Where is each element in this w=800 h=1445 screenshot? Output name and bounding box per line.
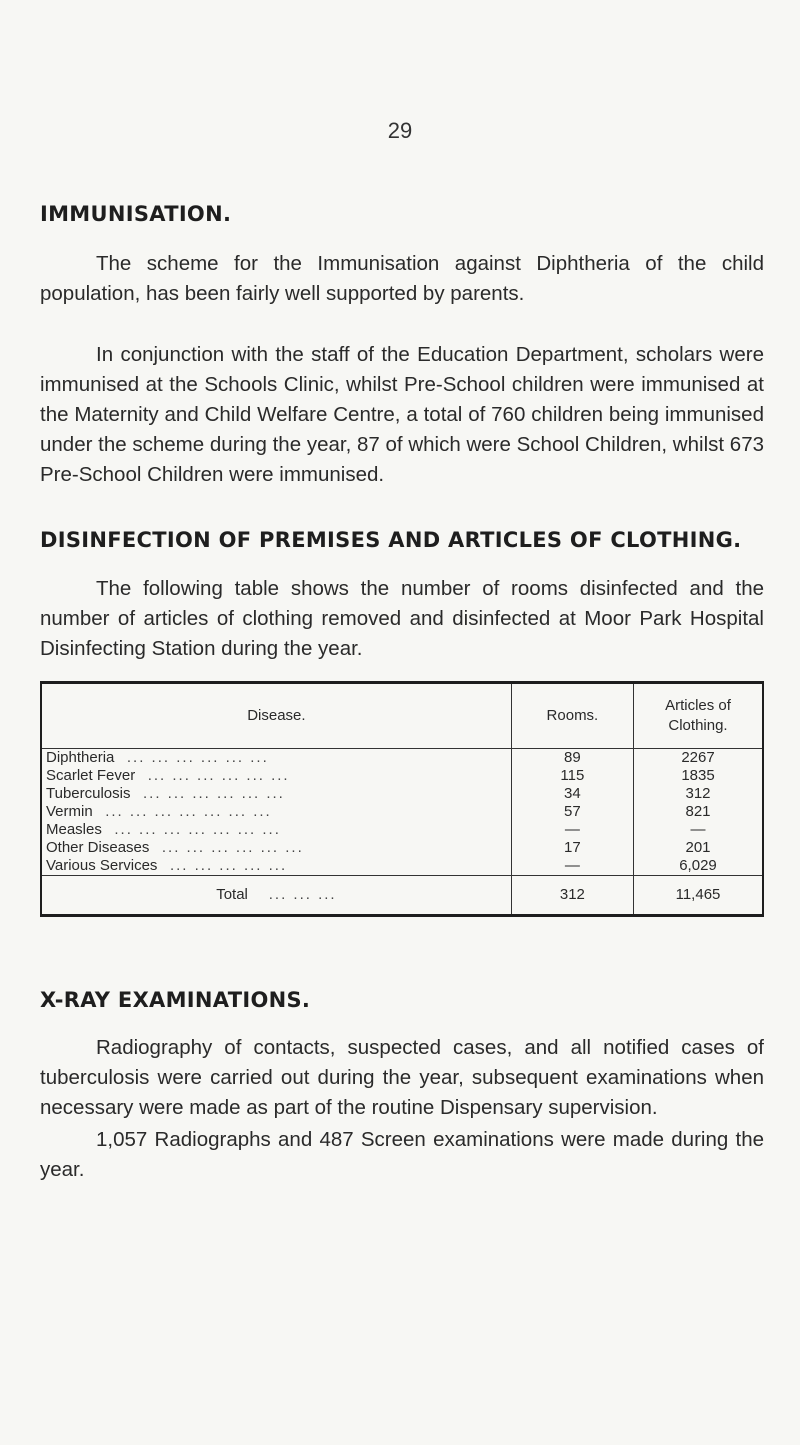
row-articles: 6,029 xyxy=(634,857,764,876)
immunisation-paragraph-2: In conjunction with the staff of the Education Department, scholars were immunised at the Schools Clinic, whilst Pre-School children were immunised at the Maternity and Child Welfare Centre, a total of 760 children being immunised under the scheme during the year, 87 of which were School Children, whilst 673 Pre-School Children were immunised. xyxy=(40,343,764,486)
header-disease: Disease. xyxy=(41,683,511,749)
leader-dots: ... ... ... ... ... ... xyxy=(161,839,304,856)
leader-dots: ... ... ... ... ... ... xyxy=(147,767,290,784)
leader-dots: ... ... ... ... ... ... ... xyxy=(105,803,272,820)
row-rooms: 17 xyxy=(511,839,633,857)
table-row xyxy=(41,839,763,857)
row-rooms: — xyxy=(511,857,633,876)
disinfection-heading: DISINFECTION OF PREMISES AND ARTICLES OF CLOTHING. xyxy=(40,528,742,552)
total-label-cell xyxy=(41,876,511,916)
row-disease xyxy=(41,857,511,876)
leader-dots: ... ... ... ... ... ... xyxy=(143,785,285,802)
row-rooms: 34 xyxy=(511,785,633,803)
leader-dots: ... ... ... ... ... ... xyxy=(126,749,269,766)
immunisation-heading: IMMUNISATION. xyxy=(40,202,232,226)
table-header-row xyxy=(41,683,763,749)
table-row xyxy=(41,749,763,768)
row-articles: 201 xyxy=(634,839,764,857)
table-total-row xyxy=(41,876,763,916)
row-disease xyxy=(41,803,511,821)
row-disease-label: Measles xyxy=(46,821,102,838)
total-rooms: 312 xyxy=(511,876,633,916)
header-articles xyxy=(634,683,764,749)
row-rooms: 115 xyxy=(511,767,633,785)
total-articles: 11,465 xyxy=(634,876,764,916)
disinfection-table xyxy=(40,681,764,917)
xray-paragraph-1: Radiography of contacts, suspected cases, and all notified cases of tuberculosis were carried out during the year, subsequent examinations when necessary were made as part of the routine Dispensary supervision. xyxy=(40,1036,764,1119)
table-row xyxy=(41,857,763,876)
table-row xyxy=(41,821,763,839)
row-articles: 1835 xyxy=(634,767,764,785)
immunisation-paragraph-1: The scheme for the Immunisation against Diphtheria of the child population, has been fairly well supported by parents. xyxy=(40,252,764,305)
page-number: 29 xyxy=(387,118,413,143)
row-disease-label: Scarlet Fever xyxy=(46,767,136,784)
row-articles: 312 xyxy=(634,785,764,803)
row-rooms: 57 xyxy=(511,803,633,821)
row-disease xyxy=(41,749,511,768)
leader-dots: ... ... ... ... ... xyxy=(169,857,288,874)
row-disease-label: Vermin xyxy=(46,803,93,820)
header-rooms: Rooms. xyxy=(511,683,633,749)
table-row xyxy=(41,767,763,785)
disinfection-table-container xyxy=(40,681,764,917)
xray-paragraph-2: 1,057 Radiographs and 487 Screen examinations were made during the year. xyxy=(40,1128,764,1181)
xray-heading: X-RAY EXAMINATIONS. xyxy=(40,988,311,1012)
header-articles-label: Articles of Clothing. xyxy=(665,697,731,734)
table-row xyxy=(41,803,763,821)
disinfection-paragraph: The following table shows the number of rooms disinfected and the number of articles of clothing removed and disinfected at Moor Park Hospital Disinfecting Station during the year. xyxy=(40,577,764,660)
total-label: Total xyxy=(216,886,248,903)
row-disease-label: Various Services xyxy=(46,857,158,874)
row-rooms: — xyxy=(511,821,633,839)
row-disease-label: Other Diseases xyxy=(46,839,150,856)
leader-dots: ... ... ... ... ... ... ... xyxy=(114,821,281,838)
row-disease xyxy=(41,767,511,785)
row-disease-label: Tuberculosis xyxy=(46,785,131,802)
row-disease xyxy=(41,785,511,803)
row-disease xyxy=(41,839,511,857)
row-articles: 2267 xyxy=(634,749,764,768)
row-disease-label: Diphtheria xyxy=(46,749,115,766)
table-row xyxy=(41,785,763,803)
row-rooms: 89 xyxy=(511,749,633,768)
row-disease xyxy=(41,821,511,839)
row-articles: 821 xyxy=(634,803,764,821)
leader-dots: ... ... ... xyxy=(268,886,337,903)
row-articles: — xyxy=(634,821,764,839)
